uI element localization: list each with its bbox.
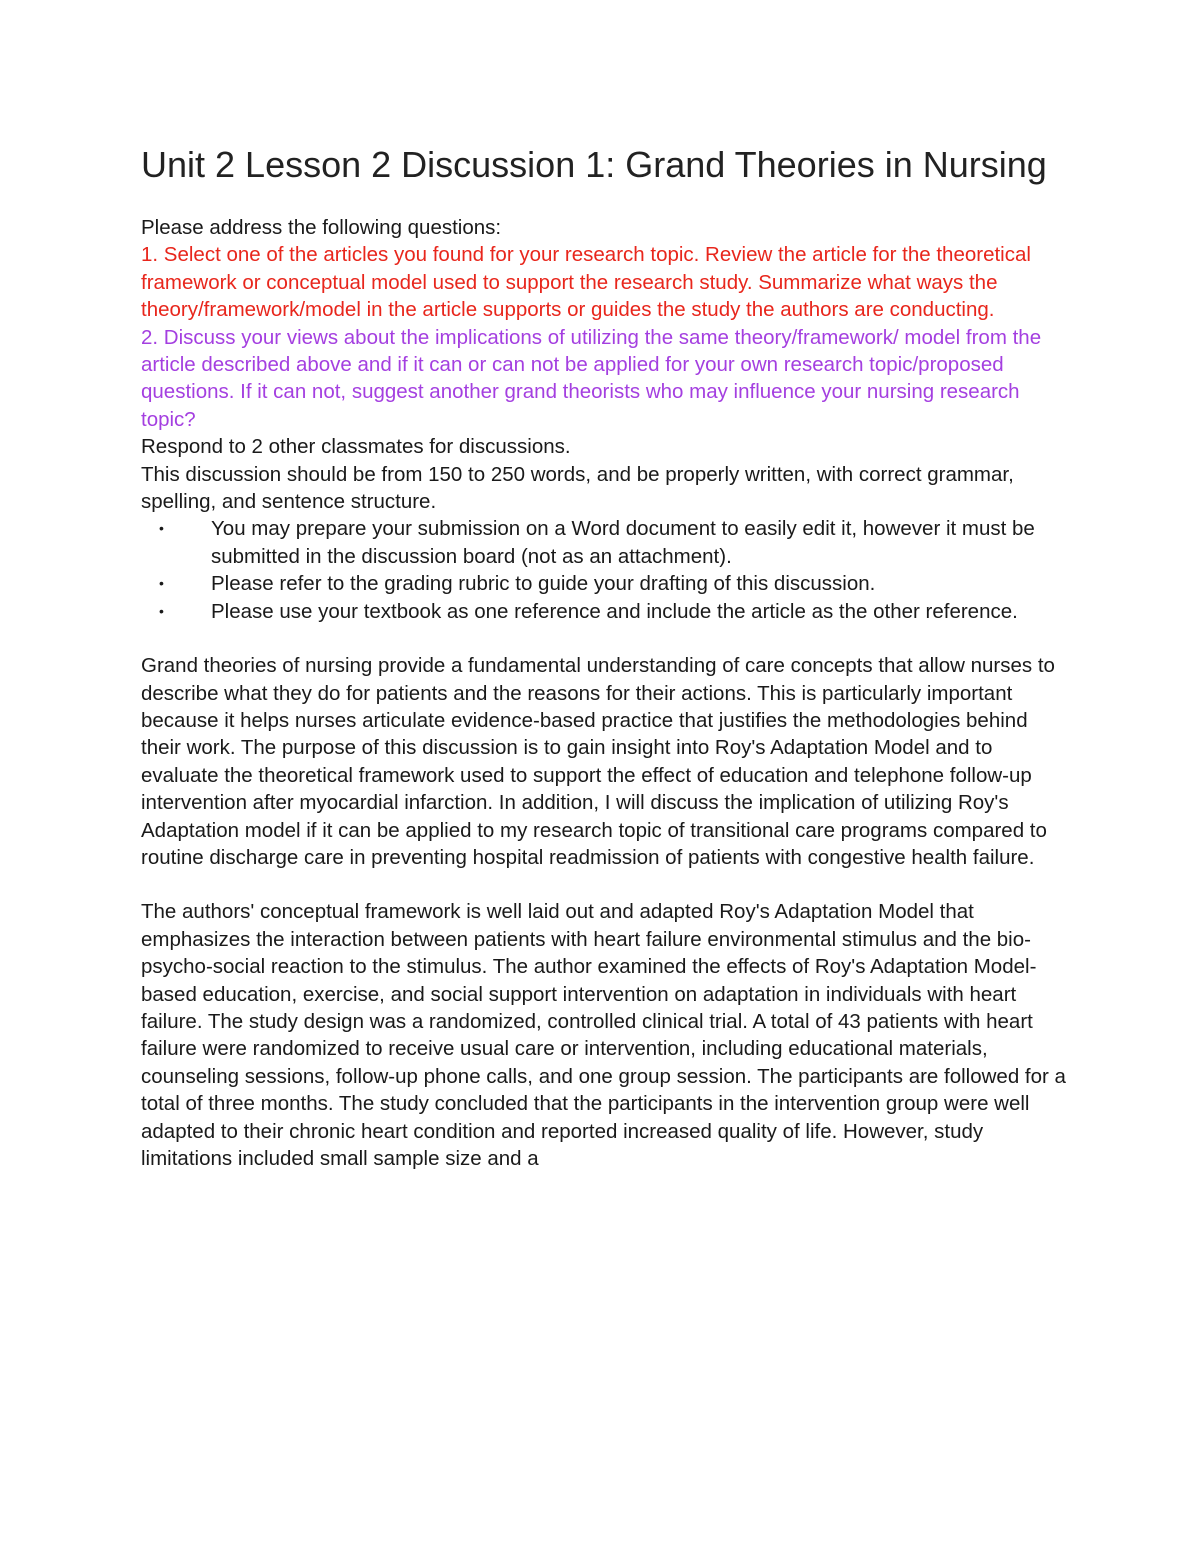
list-item [159,598,1066,625]
question-2: 2. Discuss your views about the implications of utilizing the same theory/framework/ model from the article described above and if it can or can not be applied for your own research topic/proposed questions. If it can not, suggest another grand theorists who may influence your nursing research topic? [141,325,1042,431]
question-1: 1. Select one of the articles you found for your research topic. Review the article for the theoretical framework or conceptual model used to support the research study. Summarize what ways the theory/framework/model in the article supports or guides the study the authors are conducting. [141,243,1031,322]
bullet-icon: • [159,575,164,592]
body-paragraph-2: The authors' conceptual framework is well laid out and adapted Roy's Adaptation Model that emphasizes the interaction between patients with heart failure environmental stimulus and the bio-psycho-social reaction to the stimulus. The author examined the effects of Roy's Adaptation Model-based education, exercise, and social support intervention on adaptation in individuals with heart failure. The study design was a randomized, controlled clinical trial. A total of 43 patients with heart failure were randomized to receive usual care or intervention, including educational materials, counseling sessions, follow-up phone calls, and one group session. The participants are followed for a total of three months. The study concluded that the participants in the intervention group were well adapted to their chronic heart condition and reported increased quality of life. However, study limitations included small sample size and a [141,900,1066,1170]
list-item [159,515,1066,570]
instruction-list [141,515,1066,625]
list-item-text: You may prepare your submission on a Word document to easily edit it, however it must be submitted in the discussion board (not as an attachment). [211,517,1035,568]
respond-instruction: Respond to 2 other classmates for discussions. [141,435,571,459]
intro-text: Please address the following questions: [141,216,502,239]
list-item-text: Please refer to the grading rubric to guide your drafting of this discussion. [211,572,876,596]
document-page [141,140,1066,1172]
page-title: Unit 2 Lesson 2 Discussion 1: Grand Theories in Nursing [141,144,1047,185]
list-item-text: Please use your textbook as one reference and include the article as the other reference. [211,599,1018,623]
bullet-icon: • [159,602,164,619]
list-item [159,570,1066,597]
bullet-icon: • [159,520,164,537]
length-instruction: This discussion should be from 150 to 250 words, and be properly written, with correct grammar, spelling, and sentence structure. [141,462,1014,514]
body-paragraph-1: Grand theories of nursing provide a fundamental understanding of care concepts that allow nurses to describe what they do for patients and the reasons for their actions. This is particularly important because it helps nurses articulate evidence-based practice that justifies the methodologies behind their work. The purpose of this discussion is to gain insight into Roy's Adaptation Model and to evaluate the theoretical framework used to support the effect of education and telephone follow-up intervention after myocardial infarction. In addition, I will discuss the implication of utilizing Roy's Adaptation model if it can be applied to my research topic of transitional care programs compared to routine discharge care in preventing hospital readmission of patients with congestive health failure. [141,654,1055,869]
